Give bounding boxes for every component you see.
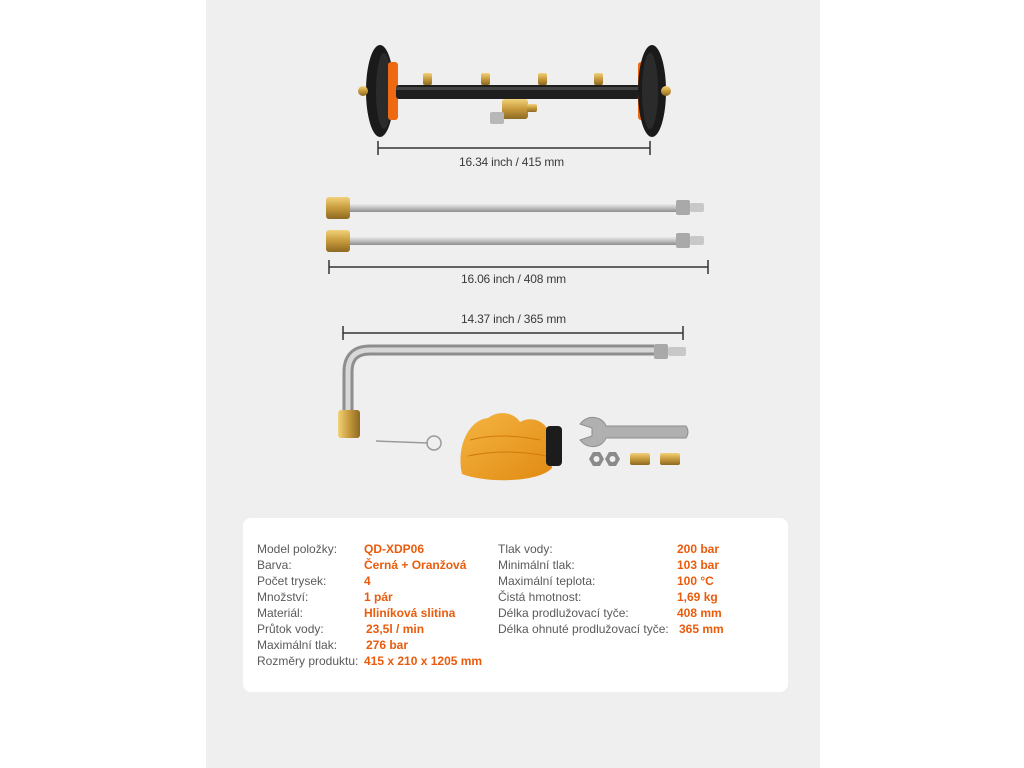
- spec-row: [498, 621, 778, 637]
- spec-row: [257, 621, 517, 637]
- spec-value: 415 x 210 x 1205 mm: [364, 654, 483, 668]
- spec-label: Maximální tlak:: [257, 638, 338, 652]
- spec-value: 4: [364, 574, 371, 588]
- wrench: [580, 417, 688, 446]
- inlet-valve: [490, 99, 537, 124]
- spec-label: Maximální teplota:: [498, 574, 596, 588]
- spec-row: [498, 589, 778, 605]
- spec-label: Průtok vody:: [257, 622, 324, 636]
- spec-row: [257, 637, 517, 653]
- undercarriage-cleaner: [358, 45, 671, 137]
- specification-card: [243, 518, 788, 692]
- spec-label: Počet trysek:: [257, 574, 327, 588]
- spec-label: Tlak vody:: [498, 542, 553, 556]
- extension-rod-1: [326, 197, 704, 219]
- spec-row: [257, 557, 517, 573]
- spec-column-right: [498, 541, 778, 637]
- extension-rod-2: [326, 230, 704, 252]
- nozzle-cleaning-needle: [376, 436, 441, 450]
- spec-value: 276 bar: [366, 638, 409, 652]
- spec-label: Délka prodlužovací tyče:: [498, 606, 629, 620]
- spec-row: [257, 589, 517, 605]
- spec-label: Materiál:: [257, 606, 304, 620]
- spec-value: 23,5l / min: [366, 622, 425, 636]
- spec-label: Množství:: [257, 590, 309, 604]
- dimension-line-wheel-bar: [378, 141, 650, 155]
- dimension-label-extension-rods: 16.06 inch / 408 mm: [461, 272, 566, 286]
- spec-row: [257, 653, 517, 669]
- spec-row: [498, 557, 778, 573]
- spec-row: [257, 605, 517, 621]
- spec-column-left: [257, 541, 517, 669]
- spec-label: Barva:: [257, 558, 292, 572]
- spec-label: Model položky:: [257, 542, 338, 556]
- spec-value: 100 °C: [677, 574, 714, 588]
- dimension-line-bent-rod: [343, 326, 683, 340]
- nozzles: [423, 73, 603, 85]
- spec-row: [498, 573, 778, 589]
- wash-mitt: [460, 413, 562, 480]
- spec-value: 365 mm: [679, 622, 724, 636]
- spec-value: 1 pár: [364, 590, 393, 604]
- spec-value: Hliníková slitina: [364, 606, 456, 620]
- dimension-label-bent-rod: 14.37 inch / 365 mm: [461, 312, 566, 326]
- spec-row: [257, 573, 517, 589]
- spec-label: Minimální tlak:: [498, 558, 575, 572]
- spec-row: [498, 605, 778, 621]
- spec-label: Čistá hmotnost:: [498, 590, 582, 604]
- spec-value: 1,69 kg: [677, 590, 718, 604]
- spec-row: [257, 541, 517, 557]
- spec-value: Černá + Oranžová: [364, 558, 467, 572]
- spec-row: [498, 541, 778, 557]
- left-wheel: [358, 45, 398, 137]
- spec-label: Rozměry produktu:: [257, 654, 359, 668]
- spec-value: 408 mm: [677, 606, 722, 620]
- spec-value: 200 bar: [677, 542, 720, 556]
- spec-label: Délka ohnuté prodlužovací tyče:: [498, 622, 669, 636]
- spec-value: QD-XDP06: [364, 542, 425, 556]
- dimension-label-wheel-bar: 16.34 inch / 415 mm: [459, 155, 564, 169]
- spec-value: 103 bar: [677, 558, 720, 572]
- right-wheel: [638, 45, 671, 137]
- hardware-fittings: [589, 452, 680, 466]
